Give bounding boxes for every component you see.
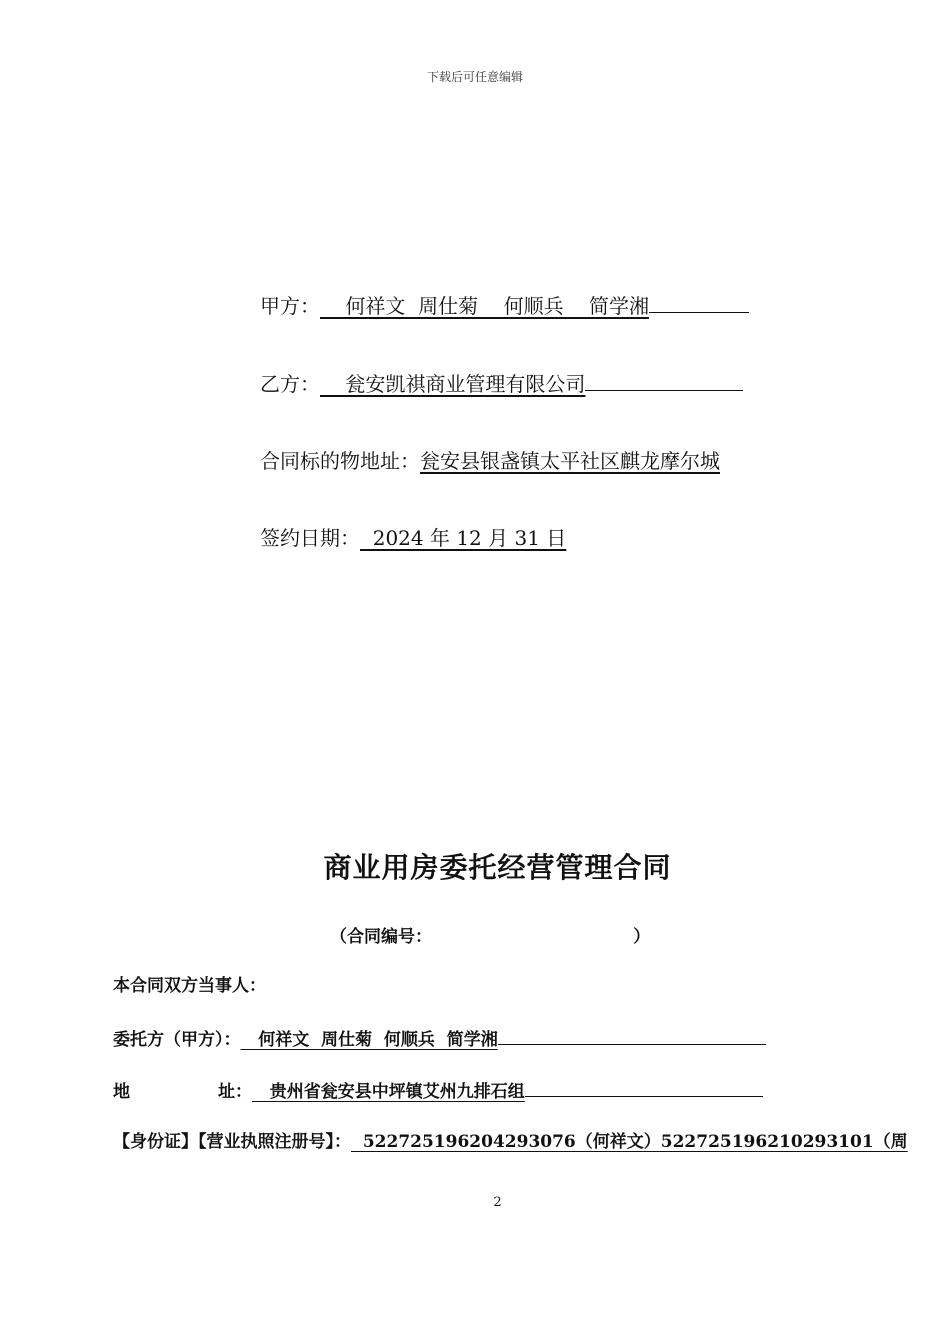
address-label-1: 地 bbox=[113, 1082, 130, 1102]
id-line bbox=[113, 1130, 908, 1154]
id-value: 522725196204293076（何祥文）522725196210293101（周 bbox=[351, 1132, 908, 1152]
id-label: 【身份证】【营业执照注册号】： bbox=[113, 1132, 351, 1152]
party-b-label: 乙方： bbox=[260, 372, 320, 396]
date-line bbox=[260, 524, 566, 552]
address-label-2: 址： bbox=[218, 1082, 252, 1102]
party-a-line bbox=[260, 290, 749, 320]
contract-title: 商业用房委托经营管理合同 bbox=[323, 851, 672, 884]
address-value: 瓮安县银盏镇太平社区麒龙摩尔城 bbox=[420, 449, 720, 473]
principal-label: 委托方（甲方）： bbox=[113, 1030, 241, 1050]
party-b-value: 瓮安凯祺商业管理有限公司 bbox=[320, 372, 586, 396]
party-b-underline-fill bbox=[585, 368, 743, 391]
address-line bbox=[260, 447, 720, 475]
party-b-line bbox=[260, 368, 743, 398]
principal-underline-fill bbox=[498, 1026, 766, 1045]
address-row-value: 贵州省瓮安县中坪镇艾州九排石组 bbox=[252, 1082, 525, 1102]
principal-line bbox=[113, 1026, 766, 1052]
principal-value: 何祥文 周仕菊 何顺兵 简学湘 bbox=[240, 1030, 498, 1050]
address-label: 合同标的物地址： bbox=[260, 449, 420, 473]
header-note: 下载后可任意编辑 bbox=[426, 70, 523, 84]
address-row bbox=[113, 1078, 763, 1104]
party-a-underline-fill bbox=[649, 290, 749, 313]
address-underline-fill bbox=[525, 1078, 763, 1097]
parties-heading: 本合同双方当事人： bbox=[113, 976, 266, 996]
contract-number: （合同编号： ） bbox=[330, 927, 651, 947]
date-value: 2024 年 12 月 31 日 bbox=[360, 526, 567, 550]
party-a-value: 何祥文 周仕菊 何顺兵 简学湘 bbox=[320, 294, 650, 318]
page-number: 2 bbox=[493, 1195, 502, 1210]
party-a-label: 甲方： bbox=[260, 294, 320, 318]
date-label: 签约日期： bbox=[260, 526, 360, 550]
